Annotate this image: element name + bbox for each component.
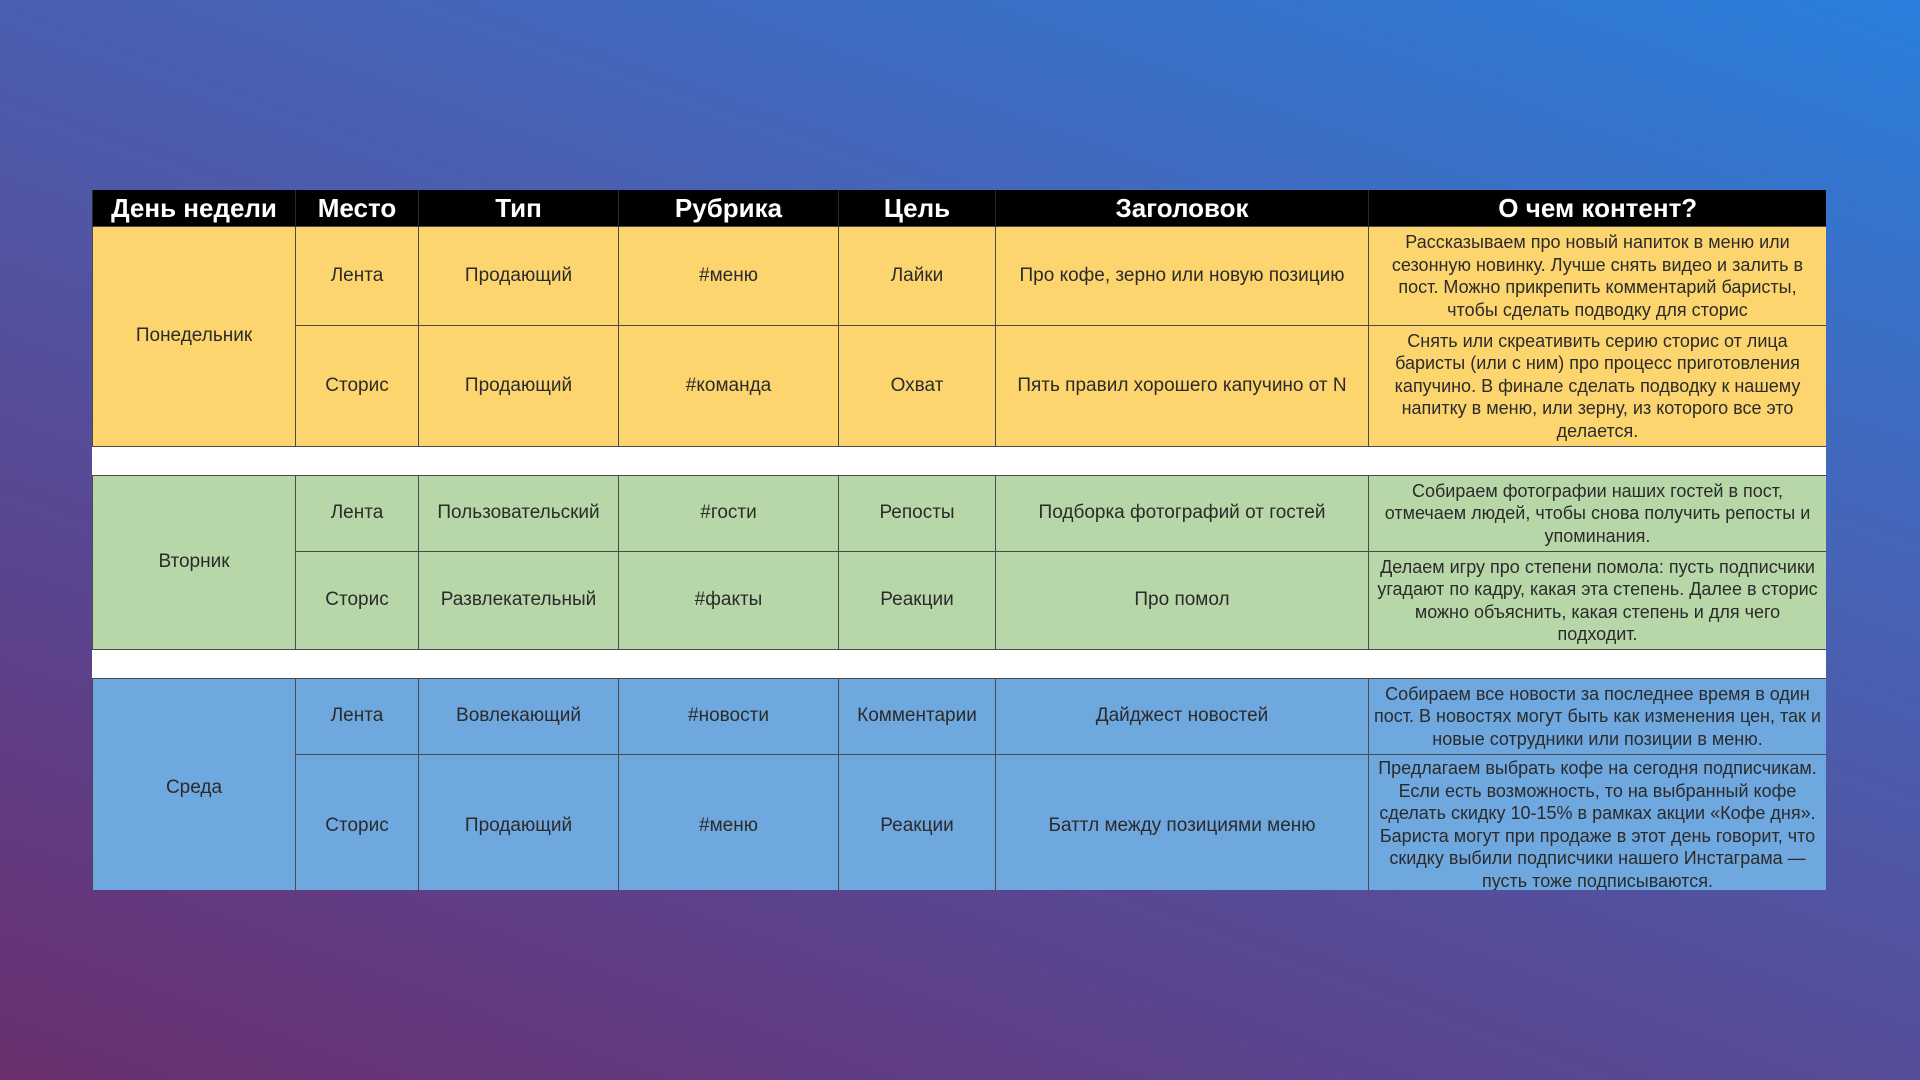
day-cell-monday: Понедельник	[93, 227, 296, 447]
content-plan-table	[92, 190, 1826, 890]
place-cell: Лента	[296, 227, 419, 326]
place-cell: Лента	[296, 679, 419, 755]
table-row	[93, 755, 1827, 891]
goal-cell: Реакции	[839, 552, 996, 650]
content-cell: Снять или скреативить серию сторис от лица баристы (или с ним) про процесс приготовления капучино. В финале сделать подводку к нашему напитку в меню, или зерну, из которого все это делается.	[1369, 326, 1827, 447]
content-cell: Делаем игру про степени помола: пусть подписчики угадают по кадру, какая эта степень. Далее в сторис можно объяснить, какая степень и для чего подходит.	[1369, 552, 1827, 650]
table-row	[93, 326, 1827, 447]
goal-cell: Реакции	[839, 755, 996, 891]
title-cell: Баттл между позициями меню	[996, 755, 1369, 891]
spacer-cell	[93, 650, 1827, 679]
goal-cell: Охват	[839, 326, 996, 447]
table-row	[93, 679, 1827, 755]
title-cell: Про помол	[996, 552, 1369, 650]
table-row	[93, 227, 1827, 326]
content-cell: Предлагаем выбрать кофе на сегодня подписчикам. Если есть возможность, то на выбранный кофе сделать скидку 10-15% в рамках акции «Кофе дня». Бариста могут при продаже в этот день говорит, что скидку выбили подписчики нашего Инстаграма — пусть тоже подписываются.	[1369, 755, 1827, 891]
title-cell: Пять правил хорошего капучино от N	[996, 326, 1369, 447]
goal-cell: Комментарии	[839, 679, 996, 755]
table-row	[93, 552, 1827, 650]
goal-cell: Репосты	[839, 476, 996, 552]
day-cell-wednesday: Среда	[93, 679, 296, 891]
header-title: Заголовок	[996, 190, 1369, 227]
rubric-cell: #новости	[619, 679, 839, 755]
header-type: Тип	[419, 190, 619, 227]
day-cell-tuesday: Вторник	[93, 476, 296, 650]
rubric-cell: #меню	[619, 755, 839, 891]
place-cell: Сторис	[296, 552, 419, 650]
spacer-row	[93, 447, 1827, 476]
content-cell: Рассказываем про новый напиток в меню или сезонную новинку. Лучше снять видео и залить в пост. Можно прикрепить комментарий баристы, чтобы сделать подводку для сторис	[1369, 227, 1827, 326]
type-cell: Вовлекающий	[419, 679, 619, 755]
header-day: День недели	[93, 190, 296, 227]
header-place: Место	[296, 190, 419, 227]
place-cell: Сторис	[296, 326, 419, 447]
place-cell: Лента	[296, 476, 419, 552]
rubric-cell: #команда	[619, 326, 839, 447]
rubric-cell: #гости	[619, 476, 839, 552]
rubric-cell: #меню	[619, 227, 839, 326]
content-cell: Собираем все новости за последнее время в один пост. В новостях могут быть как изменения цен, так и новые сотрудники или позиции в меню.	[1369, 679, 1827, 755]
header-goal: Цель	[839, 190, 996, 227]
type-cell: Развлекательный	[419, 552, 619, 650]
type-cell: Продающий	[419, 755, 619, 891]
spacer-row	[93, 650, 1827, 679]
header-rubric: Рубрика	[619, 190, 839, 227]
header-row	[93, 190, 1827, 227]
title-cell: Дайджест новостей	[996, 679, 1369, 755]
title-cell: Про кофе, зерно или новую позицию	[996, 227, 1369, 326]
type-cell: Продающий	[419, 227, 619, 326]
rubric-cell: #факты	[619, 552, 839, 650]
header-content: О чем контент?	[1369, 190, 1827, 227]
table-row	[93, 476, 1827, 552]
place-cell: Сторис	[296, 755, 419, 891]
goal-cell: Лайки	[839, 227, 996, 326]
content-plan-table-container	[92, 190, 1826, 890]
type-cell: Пользовательский	[419, 476, 619, 552]
spacer-cell	[93, 447, 1827, 476]
title-cell: Подборка фотографий от гостей	[996, 476, 1369, 552]
content-cell: Собираем фотографии наших гостей в пост, отмечаем людей, чтобы снова получить репосты и упоминания.	[1369, 476, 1827, 552]
type-cell: Продающий	[419, 326, 619, 447]
